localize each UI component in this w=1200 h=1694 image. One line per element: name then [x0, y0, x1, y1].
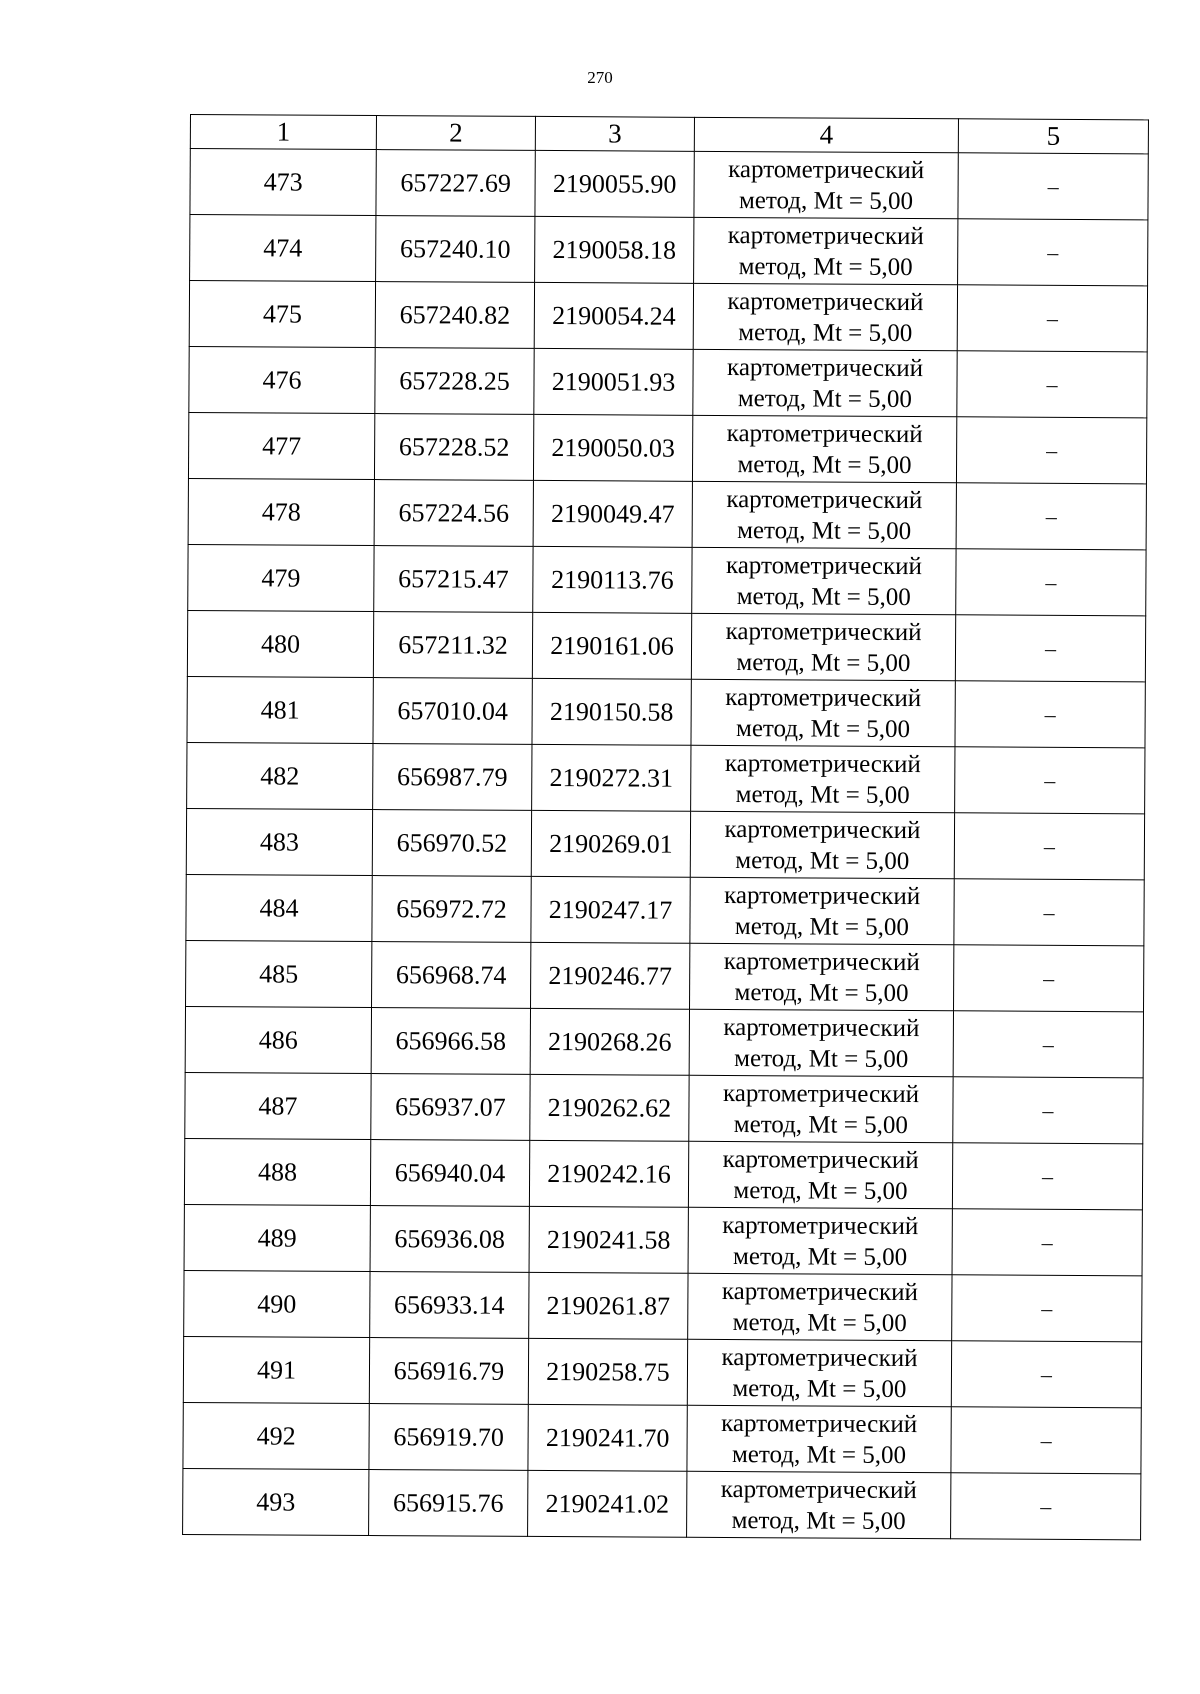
method-line-1: картометрический — [721, 1277, 918, 1306]
column-header-5: 5 — [958, 119, 1148, 154]
method-line-1: картометрический — [728, 155, 925, 184]
table-row — [185, 1072, 1143, 1143]
y-coordinate-cell: 2190246.77 — [531, 942, 690, 1009]
y-coordinate-cell: 2190054.24 — [534, 282, 693, 349]
note-cell: – — [955, 747, 1145, 814]
method-cell — [687, 1405, 951, 1472]
method-cell — [694, 151, 958, 218]
method-line-2: метод, Mt = 5,00 — [738, 318, 913, 347]
method-line-1: картометрический — [723, 1013, 920, 1042]
table-header — [190, 115, 1148, 154]
method-line-1: картометрический — [727, 221, 924, 250]
x-coordinate-cell: 657228.52 — [374, 414, 533, 481]
table-row — [189, 346, 1147, 417]
method-line-2: метод, Mt = 5,00 — [738, 252, 913, 281]
point-number-cell: 492 — [183, 1402, 369, 1469]
note-cell: – — [953, 1011, 1143, 1078]
x-coordinate-cell: 656968.74 — [372, 942, 531, 1009]
x-coordinate-cell: 657227.69 — [376, 150, 535, 217]
x-coordinate-cell: 657010.04 — [373, 678, 532, 745]
y-coordinate-cell: 2190262.62 — [530, 1074, 689, 1141]
point-number-cell: 474 — [190, 215, 376, 282]
method-cell — [690, 877, 954, 944]
note-cell: – — [956, 483, 1146, 550]
coordinates-table — [182, 114, 1149, 1540]
method-cell — [690, 943, 954, 1010]
table-row — [183, 1402, 1141, 1473]
table-row — [183, 1336, 1141, 1407]
method-line-2: метод, Mt = 5,00 — [734, 912, 910, 941]
note-cell: – — [951, 1407, 1141, 1474]
point-number-cell: 482 — [187, 742, 373, 809]
y-coordinate-cell: 2190051.93 — [534, 348, 693, 415]
table-body — [183, 149, 1149, 1540]
x-coordinate-cell: 656970.52 — [372, 810, 531, 877]
table-row — [187, 610, 1145, 681]
note-cell: – — [953, 1077, 1143, 1144]
method-line-2: метод, Mt = 5,00 — [736, 582, 911, 611]
table-row — [187, 742, 1145, 813]
method-line-1: картометрический — [722, 1211, 919, 1240]
x-coordinate-cell: 656915.76 — [369, 1470, 528, 1537]
x-coordinate-cell: 656916.79 — [369, 1338, 528, 1405]
x-coordinate-cell: 656933.14 — [370, 1272, 529, 1339]
method-cell — [687, 1471, 951, 1538]
y-coordinate-cell: 2190150.58 — [532, 678, 691, 745]
column-header-1: 1 — [190, 115, 376, 150]
table-row — [184, 1138, 1142, 1209]
method-line-2: метод, Mt = 5,00 — [735, 846, 910, 875]
method-cell — [691, 745, 955, 812]
note-cell: – — [956, 549, 1146, 616]
point-number-cell: 489 — [184, 1204, 370, 1271]
y-coordinate-cell: 2190161.06 — [532, 612, 691, 679]
table-row — [186, 808, 1144, 879]
note-cell: – — [952, 1143, 1142, 1210]
x-coordinate-cell: 656966.58 — [371, 1008, 530, 1075]
column-header-4: 4 — [694, 117, 958, 152]
method-line-1: картометрический — [724, 881, 921, 910]
method-line-2: метод, Mt = 5,00 — [737, 516, 912, 545]
y-coordinate-cell: 2190258.75 — [528, 1338, 687, 1405]
method-line-2: метод, Mt = 5,00 — [731, 1506, 906, 1535]
y-coordinate-cell: 2190049.47 — [533, 480, 692, 547]
method-cell — [694, 217, 958, 284]
point-number-cell: 484 — [186, 874, 372, 941]
method-line-1: картометрический — [724, 749, 921, 778]
header-row — [190, 115, 1148, 154]
column-header-2: 2 — [376, 116, 535, 151]
method-cell — [693, 283, 957, 350]
table-row — [189, 281, 1147, 352]
x-coordinate-cell: 656937.07 — [371, 1074, 530, 1141]
x-coordinate-cell: 656936.08 — [370, 1206, 529, 1273]
point-number-cell: 478 — [188, 478, 374, 545]
x-coordinate-cell: 656940.04 — [370, 1140, 529, 1207]
table-row — [188, 412, 1146, 483]
method-line-1: картометрический — [721, 1343, 918, 1372]
method-line-2: метод, Mt = 5,00 — [733, 1242, 908, 1271]
note-cell: – — [952, 1275, 1142, 1342]
page-number: 270 — [587, 68, 613, 87]
x-coordinate-cell: 656972.72 — [372, 876, 531, 943]
x-coordinate-cell: 656919.70 — [369, 1404, 528, 1471]
method-cell — [689, 1009, 953, 1076]
y-coordinate-cell: 2190241.70 — [528, 1404, 687, 1471]
note-cell: – — [955, 615, 1145, 682]
point-number-cell: 473 — [190, 149, 376, 216]
method-cell — [692, 415, 956, 482]
method-cell — [688, 1207, 952, 1274]
method-line-1: картометрический — [726, 485, 923, 514]
point-number-cell: 486 — [185, 1006, 371, 1073]
y-coordinate-cell: 2190269.01 — [531, 810, 690, 877]
point-number-cell: 479 — [188, 544, 374, 611]
method-line-2: метод, Mt = 5,00 — [731, 1440, 907, 1469]
point-number-cell: 488 — [184, 1138, 370, 1205]
method-line-1: картометрический — [722, 1145, 919, 1174]
method-cell — [688, 1141, 952, 1208]
table-row — [187, 676, 1145, 747]
method-cell — [687, 1339, 951, 1406]
note-cell: – — [951, 1473, 1141, 1540]
method-cell — [692, 547, 956, 614]
note-cell: – — [957, 285, 1147, 352]
x-coordinate-cell: 657240.82 — [375, 282, 534, 349]
method-line-2: метод, Mt = 5,00 — [733, 1176, 908, 1205]
y-coordinate-cell: 2190055.90 — [535, 150, 694, 217]
table-row — [190, 149, 1148, 220]
note-cell: – — [955, 681, 1145, 748]
y-coordinate-cell: 2190268.26 — [530, 1008, 689, 1075]
point-number-cell: 493 — [183, 1468, 369, 1535]
y-coordinate-cell: 2190241.02 — [528, 1470, 687, 1537]
method-line-1: картометрический — [720, 1475, 917, 1504]
point-number-cell: 477 — [188, 412, 374, 479]
method-line-1: картометрический — [727, 287, 924, 316]
method-cell — [693, 349, 957, 416]
point-number-cell: 475 — [189, 281, 375, 348]
note-cell: – — [952, 1209, 1142, 1276]
method-line-1: картометрический — [725, 617, 922, 646]
method-line-2: метод, Mt = 5,00 — [732, 1308, 907, 1337]
method-line-2: метод, Mt = 5,00 — [734, 978, 909, 1007]
method-cell — [691, 613, 955, 680]
note-cell: – — [957, 351, 1147, 418]
y-coordinate-cell: 2190058.18 — [535, 216, 694, 283]
point-number-cell: 485 — [186, 940, 372, 1007]
method-line-2: метод, Mt = 5,00 — [737, 384, 913, 413]
point-number-cell: 483 — [186, 808, 372, 875]
method-line-2: метод, Mt = 5,00 — [733, 1110, 908, 1139]
table-row — [185, 1006, 1143, 1077]
y-coordinate-cell: 2190242.16 — [529, 1140, 688, 1207]
y-coordinate-cell: 2190241.58 — [529, 1206, 688, 1273]
method-line-1: картометрический — [722, 1079, 920, 1108]
note-cell: – — [954, 945, 1144, 1012]
method-cell — [692, 481, 956, 548]
note-cell: – — [954, 879, 1144, 946]
x-coordinate-cell: 657228.25 — [375, 348, 534, 415]
method-cell — [690, 811, 954, 878]
method-line-2: метод, Mt = 5,00 — [736, 648, 911, 677]
table-row — [188, 478, 1146, 549]
method-line-2: метод, Mt = 5,00 — [734, 1044, 909, 1073]
point-number-cell: 490 — [184, 1270, 370, 1337]
note-cell: – — [956, 417, 1146, 484]
table-row — [188, 544, 1146, 615]
note-cell: – — [954, 813, 1144, 880]
method-cell — [688, 1273, 952, 1340]
table-row — [184, 1270, 1142, 1341]
method-line-2: метод, Mt = 5,00 — [735, 780, 910, 809]
x-coordinate-cell: 657215.47 — [374, 546, 533, 613]
y-coordinate-cell: 2190272.31 — [532, 744, 691, 811]
table-row — [184, 1204, 1142, 1275]
point-number-cell: 481 — [187, 676, 373, 743]
x-coordinate-cell: 657240.10 — [376, 216, 535, 283]
note-cell: – — [951, 1341, 1141, 1408]
table-row — [186, 874, 1144, 945]
table-row — [186, 940, 1144, 1011]
method-line-2: метод, Mt = 5,00 — [738, 186, 914, 215]
x-coordinate-cell: 656987.79 — [373, 744, 532, 811]
method-line-2: метод, Mt = 5,00 — [737, 450, 912, 479]
y-coordinate-cell: 2190261.87 — [529, 1272, 688, 1339]
method-cell — [689, 1075, 953, 1142]
table-row — [190, 215, 1148, 286]
method-line-1: картометрический — [725, 551, 923, 580]
point-number-cell: 487 — [185, 1072, 371, 1139]
y-coordinate-cell: 2190050.03 — [533, 414, 692, 481]
method-line-1: картометрический — [724, 815, 921, 844]
point-number-cell: 476 — [189, 346, 375, 413]
method-line-2: метод, Mt = 5,00 — [735, 714, 911, 743]
column-header-3: 3 — [535, 116, 694, 151]
note-cell: – — [958, 153, 1148, 220]
method-line-1: картометрический — [726, 419, 923, 448]
y-coordinate-cell: 2190247.17 — [531, 876, 690, 943]
table-row — [183, 1468, 1141, 1539]
note-cell: – — [958, 219, 1148, 286]
point-number-cell: 491 — [183, 1336, 369, 1403]
method-cell — [691, 679, 955, 746]
method-line-1: картометрический — [721, 1409, 918, 1438]
method-line-1: картометрический — [727, 353, 924, 382]
x-coordinate-cell: 657211.32 — [373, 612, 532, 679]
method-line-2: метод, Mt = 5,00 — [732, 1374, 907, 1403]
point-number-cell: 480 — [187, 610, 373, 677]
method-line-1: картометрический — [723, 947, 920, 976]
y-coordinate-cell: 2190113.76 — [533, 546, 692, 613]
method-line-1: картометрический — [725, 683, 922, 712]
x-coordinate-cell: 657224.56 — [374, 480, 533, 547]
